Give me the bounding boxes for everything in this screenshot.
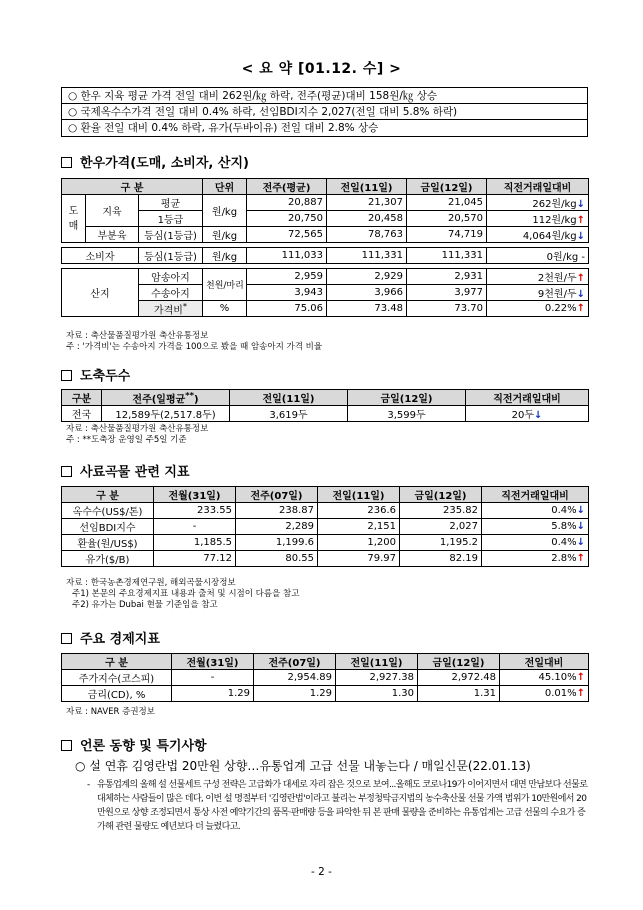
table-cell <box>482 535 589 551</box>
arrow-down-icon: ↓ <box>576 521 585 532</box>
source-note: 자료 : 축산물품질평가원 축산유통정보 주 : **도축장 운영일 주5일 기준 <box>66 424 209 445</box>
page-title: < 요 약 [01.12. 수] > <box>241 61 402 77</box>
summary-box <box>61 87 588 137</box>
arrow-up-icon: ↑ <box>576 688 585 699</box>
table-cell <box>482 503 589 519</box>
row-label: 금리(CD), % <box>62 686 172 702</box>
checkbox-square-icon <box>61 633 72 644</box>
row-label: 선임BDI지수 <box>62 519 154 535</box>
table-cell <box>482 551 589 567</box>
hanwoo-price-table <box>61 178 589 317</box>
summary-line: ○ 한우 지육 평균 가격 전일 대비 262원/㎏ 하락, 전주(평균)대비 158원/㎏ 상승 <box>62 88 587 104</box>
table-row: 도 매 지육 평균 원/kg 20,887 21,307 21,045 262원/kg↓ <box>62 195 589 211</box>
table-row: 소비자 등심(1등급) 원/kg 111,033 111,331 111,331 0원/kg - <box>62 248 589 264</box>
table-cell: 2,954.89 <box>254 670 336 686</box>
table-cell: 80.55 <box>236 551 318 567</box>
section-heading-economy: 주요 경제지표 <box>61 628 160 647</box>
table-cell <box>500 670 589 686</box>
arrow-up-icon: ↑ <box>576 303 585 315</box>
table-cell: 2,289 <box>236 519 318 535</box>
table-cell: 1.29 <box>172 686 254 702</box>
row-label: 환율(원/US$) <box>62 535 154 551</box>
table-cell: - <box>172 670 254 686</box>
table-cell: 233.55 <box>154 503 236 519</box>
row-label: 주가지수(코스피) <box>62 670 172 686</box>
checkbox-square-icon <box>61 740 72 751</box>
row-label: 옥수수(US$/톤) <box>62 503 154 519</box>
table-row <box>62 551 589 567</box>
table-cell: 82.19 <box>400 551 482 567</box>
news-headline: ○ 설 연휴 김영란법 20만원 상향…유통업계 고급 선물 내놓는다 / 매일신문(22.01.13) <box>75 759 531 773</box>
table-cell <box>500 686 589 702</box>
change-value: 0.4% <box>551 505 577 516</box>
change-value: 0.01% <box>544 688 577 699</box>
table-row: 산지 암송아지 천원/마리 2,959 2,929 2,931 2천원/두↑ <box>62 269 589 285</box>
change-value: 2.8% <box>551 553 577 564</box>
table-row: 부분육 등심(1등급) 원/kg 72,565 78,763 74,719 4,064원/kg↓ <box>62 227 589 243</box>
section-heading-slaughter: 도축두수 <box>61 365 130 384</box>
table-row <box>62 670 589 686</box>
table-cell: 1,199.6 <box>236 535 318 551</box>
table-cell: 1.29 <box>254 686 336 702</box>
table-cell <box>482 519 589 535</box>
section-heading-feed: 사료곡물 관련 지표 <box>61 461 190 480</box>
arrow-up-icon: ↑ <box>576 215 585 226</box>
section-heading-hanwoo: 한우가격(도매, 소비자, 산지) <box>61 152 249 171</box>
table-cell: - <box>154 519 236 535</box>
arrow-down-icon: ↓ <box>576 537 585 548</box>
checkbox-square-icon <box>61 370 72 381</box>
table-header-row: 구분 전주(일평균**) 전일(11일) 금일(12일) 직전거래일대비 <box>62 390 589 406</box>
arrow-down-icon: ↓ <box>534 410 543 422</box>
table-cell: 1,185.5 <box>154 535 236 551</box>
table-cell: 236.6 <box>318 503 400 519</box>
table-cell: 1.31 <box>418 686 500 702</box>
slaughter-table <box>61 389 589 422</box>
arrow-down-icon: ↓ <box>576 199 585 210</box>
economy-table <box>61 653 589 702</box>
table-header-row: 구 분 전월(31일) 전주(07일) 전일(11일) 금일(12일) 직전거래일대비 <box>62 487 589 503</box>
table-header-row: 구 분 전월(31일) 전주(07일) 전일(11일) 금일(12일) 전일대비 <box>62 654 589 670</box>
arrow-up-icon: ↑ <box>576 672 585 683</box>
change-value: 5.8% <box>551 521 577 532</box>
table-cell: 77.12 <box>154 551 236 567</box>
table-cell: 2,027 <box>400 519 482 535</box>
summary-line: ○ 환율 전일 대비 0.4% 하락, 유가(두바이유) 전일 대비 2.8% 상승 <box>68 122 379 134</box>
table-row: 수송아지 3,943 3,966 3,977 9천원/두↓ <box>62 285 589 301</box>
table-cell: 2,927.38 <box>336 670 418 686</box>
source-note: 자료 : 한국농촌경제연구원, 해외곡물시장정보 주1) 본문의 주요경제지표 내용과 출처 및 시점이 다름을 참고 주2) 유가는 Dubai 현물 기준임을 참고 <box>66 578 300 610</box>
row-label: 유가($/B) <box>62 551 154 567</box>
change-value: 45.10% <box>538 672 577 683</box>
source-note: 자료 : 축산물품질평가원 축산유통정보 주 : '가격비'는 수송아지 가격을 100으로 봤을 때 암송아지 가격 비율 <box>66 331 323 352</box>
arrow-down-icon: ↓ <box>576 505 585 516</box>
table-cell: 2,151 <box>318 519 400 535</box>
table-row: 1등급 20,750 20,458 20,570 112원/kg↑ <box>62 211 589 227</box>
section-heading-news: 언론 동향 및 특기사항 <box>61 735 207 754</box>
change-value: 0.4% <box>551 537 577 548</box>
table-cell: 235.82 <box>400 503 482 519</box>
table-cell: 2,972.48 <box>418 670 500 686</box>
table-row: 가격비* % 75.06 73.48 73.70 0.22%↑ <box>62 301 589 317</box>
checkbox-square-icon <box>61 157 72 168</box>
table-cell: 1,195.2 <box>400 535 482 551</box>
table-row: 전국 12,589두(2,517.8두) 3,619두 3,599두 20두↓ <box>62 406 589 422</box>
news-body: - 유통업계의 올해 설 선물세트 구성 전략은 고급화가 대세로 자리 잡은 것으로 보여...올해도 코로나19가 이어지면서 대면 만남보다 선물로 대체하는 사람들이 많은 데다, 이번 설 명절부터 '김영란법'이라고 불리는 부정청탁금지법의 농수축산물 선물 가액 범위가 10만원에서 20만원으로 상향 조정되면서 통상 사전 예약기간의 품목·판매량 등을 파악한 뒤 본 판매 물량을 준비하는 유통업계는 고급 선물의 수요가 증가해 관련 물량도 예년보다 더 늘렸다고. <box>87 780 588 832</box>
table-row <box>62 503 589 519</box>
table-header-row: 구 분 단위 전주(평균) 전일(11일) 금일(12일) 직전거래일대비 <box>62 179 589 195</box>
checkbox-square-icon <box>61 466 72 477</box>
arrow-down-icon: ↓ <box>576 231 585 242</box>
table-row <box>62 535 589 551</box>
feed-grain-table <box>61 486 589 567</box>
table-cell: 1,200 <box>318 535 400 551</box>
arrow-up-icon: ↑ <box>576 553 585 564</box>
table-row <box>62 686 589 702</box>
summary-line: ○ 국제옥수수가격 전일 대비 0.4% 하락, 선임BDI지수 2,027(전일 대비 5.8% 하락) <box>62 104 587 120</box>
table-cell: 238.87 <box>236 503 318 519</box>
table-cell: 79.97 <box>318 551 400 567</box>
table-cell: 1.30 <box>336 686 418 702</box>
table-row <box>62 519 589 535</box>
page-number: - 2 - <box>311 866 332 878</box>
arrow-up-icon: ↑ <box>576 273 585 284</box>
source-note: 자료 : NAVER 증권정보 <box>66 707 155 717</box>
arrow-down-icon: ↓ <box>576 289 585 300</box>
